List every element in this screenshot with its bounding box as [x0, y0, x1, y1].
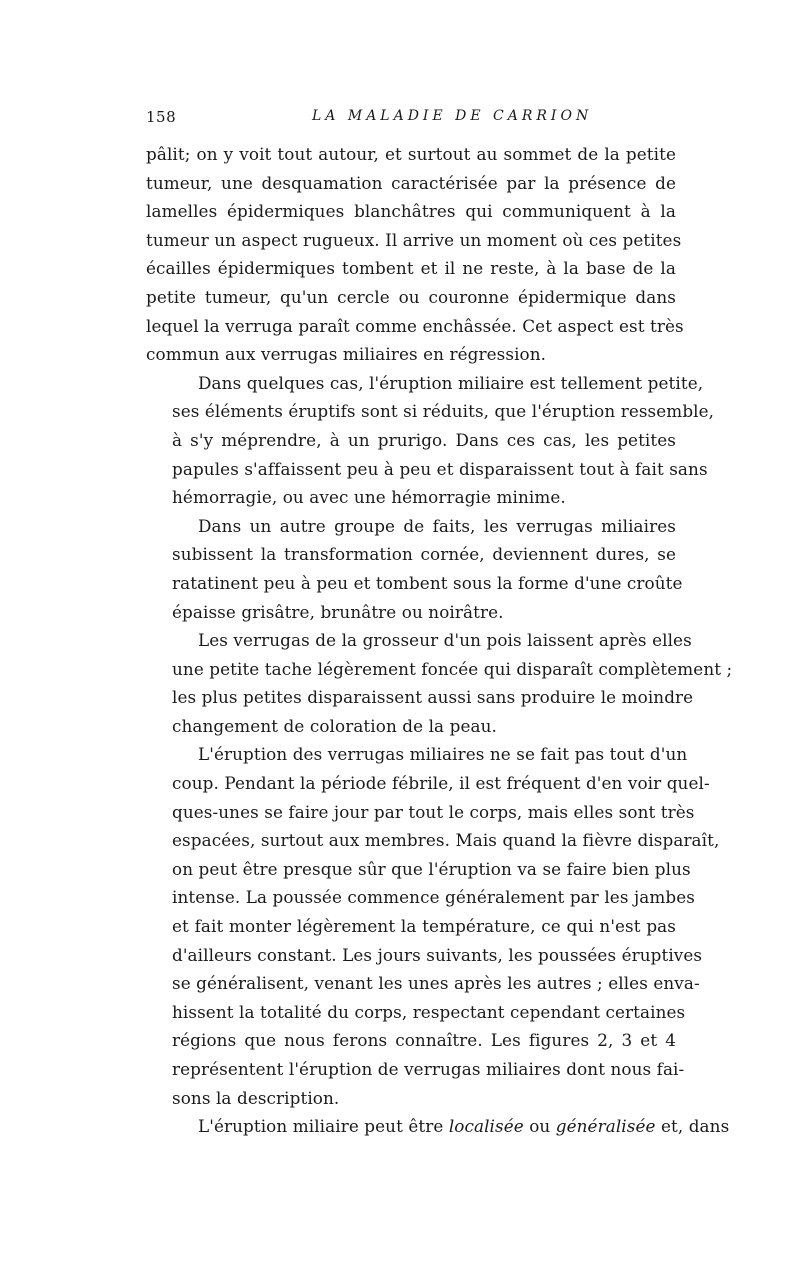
text-line: intense. La poussée commence généralement par les jambes [172, 887, 695, 908]
text-line: Dans un autre groupe de faits, les verrugas miliaires [198, 515, 676, 536]
text-line: sons la description. [172, 1087, 340, 1108]
text-line: à s'y méprendre, à un prurigo. Dans ces cas, les petites [172, 429, 676, 450]
text-line: on peut être presque sûr que l'éruption va se faire bien plus [172, 858, 691, 879]
text-line: Dans quelques cas, l'éruption miliaire est tellement petite, [198, 372, 704, 393]
text-line: pâlit; on y voit tout autour, et surtout au sommet de la petite [146, 144, 676, 164]
text-line: hémorragie, ou avec une hémorragie minime. [172, 487, 566, 508]
text-line: ques-unes se faire jour par tout le corps, mais elles sont très [172, 801, 695, 822]
text-line: représentent l'éruption de verrugas miliaires dont nous fai- [172, 1059, 685, 1079]
text-line: se généralisent, venant les unes après les autres ; elles enva- [172, 973, 700, 994]
text-line: lequel la verruga paraît comme enchâssée. Cet aspect est très [146, 315, 684, 336]
text-line: épaisse grisâtre, brunâtre ou noirâtre. [172, 601, 504, 622]
text-line: tumeur un aspect rugueux. Il arrive un moment où ces petites [146, 229, 682, 250]
text-line: petite tumeur, qu'un cercle ou couronne épidermique dans [146, 286, 676, 307]
paragraph-6 [146, 1112, 730, 1141]
text-line: tumeur, une desquamation caractérisée par la présence de [146, 172, 676, 193]
text-line: papules s'affaissent peu à peu et disparaissent tout à fait sans [172, 458, 708, 479]
text-line: ses éléments éruptifs sont si réduits, que l'éruption ressemble, [172, 401, 715, 422]
text-line: coup. Pendant la période fébrile, il est fréquent d'en voir quel- [172, 773, 710, 794]
text-line: écailles épidermiques tombent et il ne reste, à la base de la [146, 258, 676, 279]
text-line: commun aux verrugas miliaires en régression. [146, 344, 547, 365]
text-line: d'ailleurs constant. Les jours suivants, les poussées éruptives [172, 944, 703, 965]
text-run: et, dans [655, 1116, 730, 1137]
page-number: 158 [146, 108, 177, 126]
text-line: subissent la transformation cornée, deviennent dures, se [172, 544, 676, 565]
paragraph-3 [146, 512, 683, 626]
text-line: espacées, surtout aux membres. Mais quand la fièvre disparaît, [172, 830, 720, 851]
body-text [146, 140, 733, 1141]
running-title: LA MALADIE DE CARRION [312, 108, 593, 124]
emphasis-localisee: localisée [448, 1116, 524, 1137]
text-run: L'éruption miliaire peut être [198, 1116, 449, 1137]
text-line: Les verrugas de la grosseur d'un pois laissent après elles [198, 630, 692, 651]
text-line: lamelles épidermiques blanchâtres qui communiquent à la [146, 201, 676, 222]
text-line: L'éruption des verrugas miliaires ne se fait pas tout d'un [198, 744, 688, 765]
paragraph-5 [146, 740, 720, 1112]
page-header [146, 108, 676, 132]
text-line: changement de coloration de la peau. [172, 715, 497, 736]
text-line: les plus petites disparaissent aussi sans produire le moindre [172, 687, 694, 708]
text-line: une petite tache légèrement foncée qui disparaît complètement ; [172, 658, 733, 679]
text-line: ratatinent peu à peu et tombent sous la forme d'une croûte [172, 572, 683, 593]
text-line [146, 1112, 730, 1141]
text-line: régions que nous ferons connaître. Les figures 2, 3 et 4 [172, 1030, 676, 1051]
paragraph-1 [146, 140, 684, 369]
text-line: et fait monter légèrement la température, ce qui n'est pas [172, 916, 676, 937]
paragraph-4 [146, 626, 733, 740]
emphasis-generalisee: généralisée [555, 1116, 656, 1137]
text-line: hissent la totalité du corps, respectant cependant certaines [172, 1001, 686, 1022]
text-run: ou [523, 1116, 556, 1137]
paragraph-2 [146, 369, 715, 512]
